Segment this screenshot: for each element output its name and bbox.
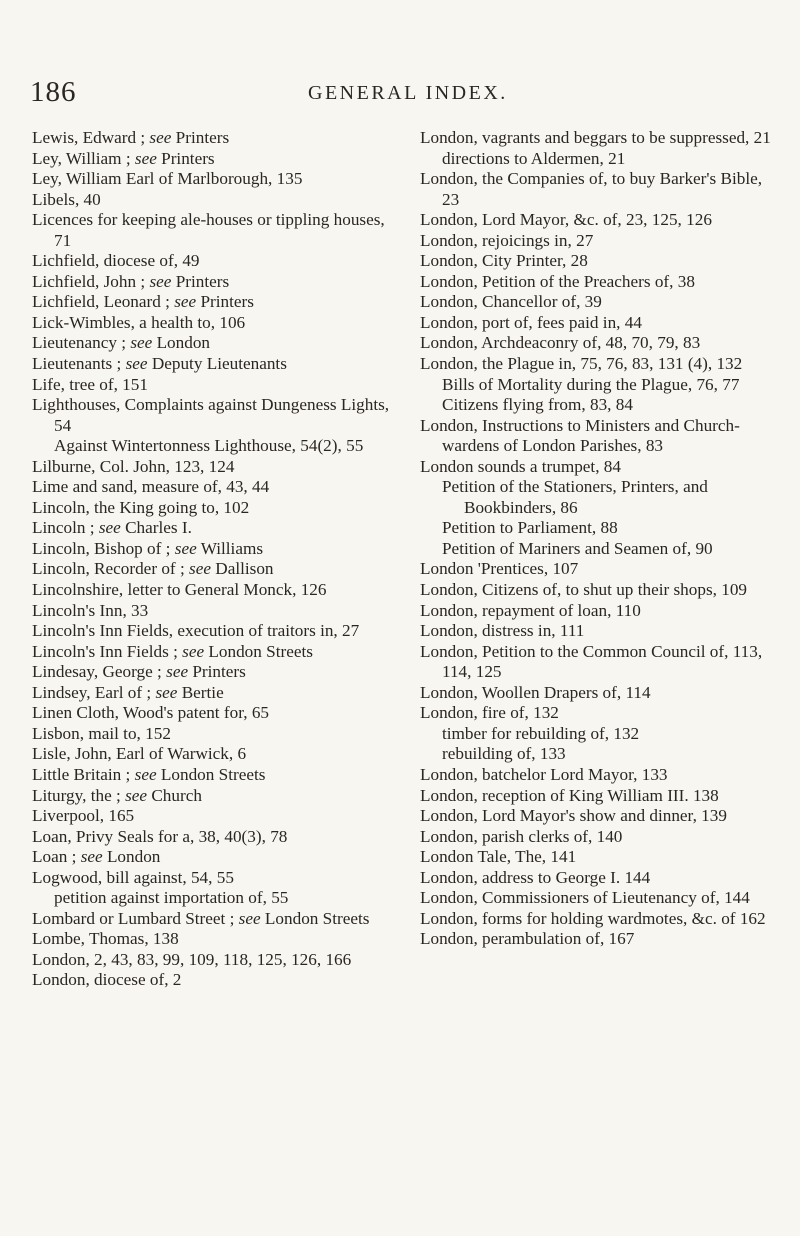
entry-text: Liverpool, 165 bbox=[32, 806, 135, 826]
entry-text: London, Lord Mayor, &c. of, 23, 125, 126 bbox=[420, 210, 712, 230]
index-subentry bbox=[420, 744, 774, 765]
entry-text: London, vagrants and beggars to be suppressed, 21 bbox=[420, 128, 771, 147]
index-entry bbox=[420, 251, 774, 272]
index-column-left bbox=[32, 128, 392, 991]
index-entry bbox=[32, 498, 392, 519]
entry-text: Lewis, Edward ; bbox=[32, 128, 150, 147]
entry-text: London, reception of King William III. 138 bbox=[420, 785, 719, 805]
entry-text: London, Petition to the Common Council of, 113, 114, 125 bbox=[420, 641, 763, 682]
entry-text: Libels, 40 bbox=[32, 189, 101, 209]
entry-text: Lincoln, Bishop of ; bbox=[32, 538, 175, 558]
see-target: Deputy Lieutenants bbox=[147, 354, 287, 374]
index-entry bbox=[420, 929, 774, 950]
entry-text: Liturgy, the ; bbox=[32, 785, 126, 805]
entry-text: Lombe, Thomas, 138 bbox=[32, 929, 179, 949]
entry-text: Lincoln, Recorder of ; bbox=[32, 559, 190, 579]
index-entry bbox=[32, 210, 392, 251]
index-subentry bbox=[420, 539, 774, 560]
index-entry bbox=[32, 929, 392, 950]
entry-text: Ley, William ; bbox=[32, 148, 135, 168]
entry-text: London, Woollen Drapers of, 114 bbox=[420, 682, 651, 702]
entry-text: London, port of, fees paid in, 44 bbox=[420, 312, 642, 332]
entry-text: Lincoln ; bbox=[32, 518, 99, 538]
entry-text: Loan, Privy Seals for a, 38, 40(3), 78 bbox=[32, 826, 288, 846]
see-reference: see bbox=[166, 662, 189, 682]
running-title: GENERAL INDEX. bbox=[308, 82, 508, 104]
see-target: London bbox=[102, 847, 161, 867]
index-entry bbox=[32, 313, 392, 334]
entry-text: rebuilding of, 133 bbox=[442, 744, 566, 764]
index-entry bbox=[420, 231, 774, 252]
see-reference: see bbox=[238, 908, 261, 928]
entry-text: Little Britain ; bbox=[32, 764, 135, 784]
entry-text: Lilburne, Col. John, 123, 124 bbox=[32, 456, 235, 476]
index-entry bbox=[420, 683, 774, 704]
index-subentry bbox=[420, 149, 774, 170]
entry-text: Against Wintertonness Lighthouse, 54(2), 55 bbox=[54, 436, 364, 456]
index-entry bbox=[420, 559, 774, 580]
page-header bbox=[0, 76, 800, 112]
index-entry bbox=[420, 601, 774, 622]
entry-text: London, fire of, 132 bbox=[420, 703, 559, 723]
see-reference: see bbox=[189, 559, 211, 579]
entry-text: Lisbon, mail to, 152 bbox=[32, 723, 171, 743]
entry-text: London, Instructions to Ministers and Church-wardens of London Parishes, 83 bbox=[420, 415, 740, 456]
entry-text: Lindesay, George ; bbox=[32, 662, 167, 682]
entry-text: London, Commissioners of Lieutenancy of, 144 bbox=[420, 888, 750, 908]
entry-text: Lincolnshire, letter to General Monck, 126 bbox=[32, 580, 327, 600]
see-reference: see bbox=[155, 682, 178, 702]
index-entry bbox=[32, 457, 392, 478]
see-target: Printers bbox=[171, 128, 230, 147]
entry-text: Lieutenants ; bbox=[32, 354, 126, 374]
index-entry bbox=[420, 888, 774, 909]
entry-text: Lichfield, Leonard ; bbox=[32, 292, 175, 312]
index-entry bbox=[420, 580, 774, 601]
see-reference: see bbox=[125, 785, 148, 805]
see-reference: see bbox=[134, 764, 157, 784]
index-entry bbox=[420, 210, 774, 231]
index-entry bbox=[420, 642, 774, 683]
index-entry bbox=[32, 868, 392, 889]
see-reference: see bbox=[80, 847, 103, 867]
index-entry bbox=[32, 847, 392, 868]
entry-text: London 'Prentices, 107 bbox=[420, 559, 579, 579]
see-target: London bbox=[152, 333, 211, 353]
see-target: Printers bbox=[188, 662, 246, 682]
index-entry bbox=[32, 909, 392, 930]
see-reference: see bbox=[125, 354, 148, 374]
index-entry bbox=[32, 642, 392, 663]
index-entry bbox=[32, 539, 392, 560]
index-entry bbox=[32, 580, 392, 601]
entry-text: Lick-Wimbles, a health to, 106 bbox=[32, 312, 246, 332]
index-entry bbox=[420, 416, 774, 457]
see-target: Charles I. bbox=[120, 518, 192, 538]
entry-text: London, repayment of loan, 110 bbox=[420, 600, 641, 620]
entry-text: London, batchelor Lord Mayor, 133 bbox=[420, 764, 668, 784]
entry-text: Logwood, bill against, 54, 55 bbox=[32, 867, 234, 887]
index-entry bbox=[420, 313, 774, 334]
index-entry bbox=[32, 518, 392, 539]
index-entry bbox=[32, 724, 392, 745]
see-target: Printers bbox=[196, 292, 254, 312]
entry-text: Lime and sand, measure of, 43, 44 bbox=[32, 477, 270, 497]
entry-text: London, diocese of, 2 bbox=[32, 970, 182, 990]
entry-text: Licences for keeping ale-houses or tippling houses, 71 bbox=[32, 210, 385, 250]
index-entry bbox=[32, 395, 392, 436]
index-entry bbox=[32, 703, 392, 724]
entry-text: London, Lord Mayor's show and dinner, 139 bbox=[420, 806, 727, 826]
entry-text: Lombard or Lumbard Street ; bbox=[32, 908, 239, 928]
index-entry bbox=[32, 149, 392, 170]
entry-text: London, rejoicings in, 27 bbox=[420, 230, 594, 250]
see-reference: see bbox=[130, 333, 153, 353]
index-subentry bbox=[420, 375, 774, 396]
entry-text: Petition to Parliament, 88 bbox=[442, 518, 618, 538]
entry-text: Petition of Mariners and Seamen of, 90 bbox=[442, 538, 713, 558]
see-target: Williams bbox=[196, 538, 264, 558]
index-entry bbox=[420, 806, 774, 827]
index-entry bbox=[32, 621, 392, 642]
entry-text: London, 2, 43, 83, 99, 109, 118, 125, 126, 166 bbox=[32, 949, 352, 969]
entry-text: Lichfield, diocese of, 49 bbox=[32, 251, 200, 271]
index-subentry bbox=[420, 395, 774, 416]
entry-text: London Tale, The, 141 bbox=[420, 847, 577, 867]
index-entry bbox=[32, 190, 392, 211]
see-reference: see bbox=[134, 148, 157, 168]
index-entry bbox=[420, 169, 774, 210]
index-entry bbox=[32, 950, 392, 971]
entry-text: Lincoln, the King going to, 102 bbox=[32, 497, 250, 517]
see-reference: see bbox=[149, 128, 172, 147]
see-reference: see bbox=[149, 271, 172, 291]
index-entry bbox=[420, 457, 774, 478]
entry-text: London, parish clerks of, 140 bbox=[420, 826, 623, 846]
index-entry bbox=[32, 765, 392, 786]
see-target: Dallison bbox=[210, 559, 274, 579]
index-entry bbox=[32, 477, 392, 498]
entry-text: Lichfield, John ; bbox=[32, 271, 150, 291]
see-reference: see bbox=[174, 538, 197, 558]
see-target: Bertie bbox=[177, 682, 224, 702]
index-subentry bbox=[420, 477, 774, 518]
index-column-right bbox=[420, 128, 774, 950]
see-target: Printers bbox=[171, 271, 230, 291]
entry-text: London, Archdeaconry of, 48, 70, 79, 83 bbox=[420, 333, 701, 353]
entry-text: London, perambulation of, 167 bbox=[420, 929, 635, 949]
see-target: London Streets bbox=[156, 764, 266, 784]
index-entry bbox=[32, 333, 392, 354]
entry-text: London, distress in, 111 bbox=[420, 621, 585, 641]
index-entry bbox=[420, 847, 774, 868]
index-entry bbox=[420, 765, 774, 786]
index-entry bbox=[420, 354, 774, 375]
index-subentry bbox=[420, 724, 774, 745]
entry-text: petition against importation of, 55 bbox=[54, 888, 289, 908]
index-entry bbox=[420, 621, 774, 642]
index-entry bbox=[420, 292, 774, 313]
entry-text: Petition of the Stationers, Printers, and Bookbinders, 86 bbox=[442, 477, 708, 517]
entry-text: London, the Plague in, 75, 76, 83, 131 (4), 132 bbox=[420, 354, 743, 374]
index-entry bbox=[32, 292, 392, 313]
entry-text: Lisle, John, Earl of Warwick, 6 bbox=[32, 744, 247, 764]
index-entry bbox=[32, 601, 392, 622]
entry-text: Citizens flying from, 83, 84 bbox=[442, 395, 633, 415]
index-entry bbox=[420, 272, 774, 293]
index-entry bbox=[32, 806, 392, 827]
index-entry bbox=[32, 683, 392, 704]
entry-text: timber for rebuilding of, 132 bbox=[442, 723, 640, 743]
entry-text: London, City Printer, 28 bbox=[420, 251, 588, 271]
index-entry bbox=[32, 128, 392, 149]
entry-text: Loan ; bbox=[32, 847, 81, 867]
index-subentry bbox=[32, 888, 392, 909]
entry-text: Lighthouses, Complaints against Dungeness Lights, 54 bbox=[32, 395, 390, 435]
entry-text: London, forms for holding wardmotes, &c. of 162 bbox=[420, 908, 766, 928]
index-subentry bbox=[420, 518, 774, 539]
entry-text: directions to Aldermen, 21 bbox=[442, 148, 626, 168]
index-entry bbox=[32, 251, 392, 272]
index-entry bbox=[420, 703, 774, 724]
entry-text: Lieutenancy ; bbox=[32, 333, 131, 353]
entry-text: Lincoln's Inn Fields ; bbox=[32, 641, 183, 661]
index-entry bbox=[32, 375, 392, 396]
entry-text: London, address to George I. 144 bbox=[420, 867, 651, 887]
entry-text: Lincoln's Inn Fields, execution of traitors in, 27 bbox=[32, 621, 360, 641]
see-reference: see bbox=[174, 292, 197, 312]
index-entry bbox=[32, 169, 392, 190]
entry-text: Life, tree of, 151 bbox=[32, 374, 148, 394]
index-subentry bbox=[32, 436, 392, 457]
entry-text: London, Citizens of, to shut up their shops, 109 bbox=[420, 580, 748, 600]
see-target: London Streets bbox=[204, 641, 313, 661]
entry-text: London, the Companies of, to buy Barker's Bible, 23 bbox=[420, 169, 763, 209]
index-entry bbox=[32, 559, 392, 580]
entry-text: Lincoln's Inn, 33 bbox=[32, 600, 149, 620]
index-entry bbox=[32, 662, 392, 683]
see-reference: see bbox=[182, 641, 205, 661]
index-entry bbox=[420, 827, 774, 848]
entry-text: London, Petition of the Preachers of, 38 bbox=[420, 271, 695, 291]
see-target: Printers bbox=[156, 148, 215, 168]
entry-text: London, Chancellor of, 39 bbox=[420, 292, 602, 312]
entry-text: Linen Cloth, Wood's patent for, 65 bbox=[32, 703, 270, 723]
index-entry bbox=[420, 868, 774, 889]
entry-text: Bills of Mortality during the Plague, 76, 77 bbox=[442, 374, 740, 394]
index-entry bbox=[420, 128, 774, 149]
index-entry bbox=[420, 909, 774, 930]
see-target: Church bbox=[147, 785, 202, 805]
index-entry bbox=[32, 786, 392, 807]
page-number: 186 bbox=[30, 76, 77, 108]
index-entry bbox=[32, 827, 392, 848]
entry-text: London sounds a trumpet, 84 bbox=[420, 456, 621, 476]
index-entry bbox=[32, 970, 392, 991]
index-entry bbox=[32, 272, 392, 293]
index-entry bbox=[32, 744, 392, 765]
index-entry bbox=[420, 333, 774, 354]
entry-text: Ley, William Earl of Marlborough, 135 bbox=[32, 169, 303, 189]
index-entry bbox=[420, 786, 774, 807]
index-entry bbox=[32, 354, 392, 375]
see-reference: see bbox=[98, 518, 121, 538]
see-target: London Streets bbox=[260, 908, 370, 928]
entry-text: Lindsey, Earl of ; bbox=[32, 682, 156, 702]
